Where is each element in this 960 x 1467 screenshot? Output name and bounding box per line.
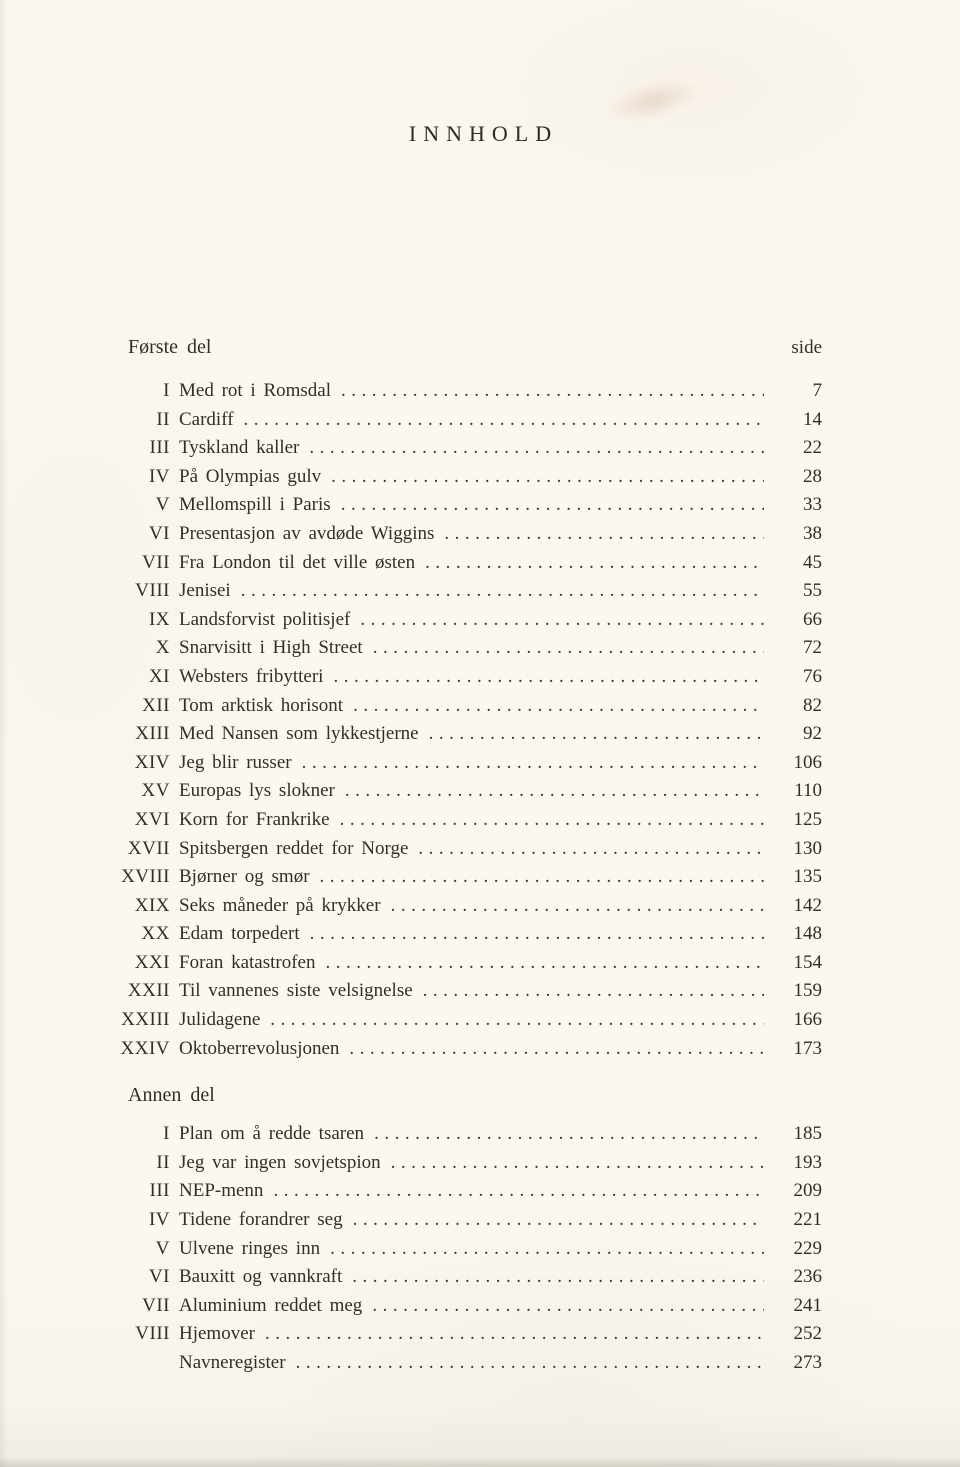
- chapter-title: Foran katastrofen: [179, 951, 316, 973]
- dot-leader: [341, 377, 764, 406]
- toc-row: [118, 1349, 822, 1378]
- chapter-numeral: III: [149, 437, 170, 459]
- chapter-numeral: XXIII: [121, 1009, 170, 1031]
- page-number: 28: [803, 465, 822, 487]
- dot-leader: [273, 1177, 764, 1206]
- section-heading: Første del: [128, 336, 212, 358]
- page-number: 33: [803, 494, 822, 516]
- dot-leader: [425, 549, 764, 578]
- dot-leader: [374, 1120, 764, 1149]
- page-number: 193: [793, 1151, 822, 1173]
- chapter-numeral: XIV: [134, 751, 170, 773]
- chapter-numeral: XV: [141, 780, 170, 802]
- chapter-title: Julidagene: [179, 1009, 261, 1031]
- chapter-numeral: VIII: [135, 1323, 170, 1345]
- toc-row: [118, 1120, 822, 1149]
- page-left-edge-shadow: [0, 0, 8, 1467]
- chapter-title: Med rot i Romsdal: [179, 380, 332, 401]
- dot-leader: [331, 463, 764, 492]
- dot-leader: [241, 577, 764, 606]
- toc-row: [118, 777, 822, 806]
- table-of-contents: [118, 334, 822, 1378]
- toc-row: [118, 863, 822, 892]
- page-number: 185: [793, 1123, 822, 1145]
- section-heading: Annen del: [128, 1084, 215, 1107]
- toc-row: [118, 977, 822, 1006]
- dot-leader: [296, 1349, 764, 1378]
- page-number: 252: [793, 1323, 822, 1345]
- toc-row: [118, 491, 822, 520]
- chapter-title: Spitsbergen reddet for Norge: [179, 837, 409, 859]
- toc-row: [118, 434, 822, 463]
- toc-row: [118, 377, 822, 406]
- chapter-title: Cardiff: [179, 408, 234, 430]
- page-number: 241: [793, 1294, 822, 1316]
- page-number: 92: [803, 723, 822, 745]
- toc-row: [118, 463, 822, 492]
- chapter-numeral: I: [163, 380, 170, 401]
- toc-row: [118, 1177, 822, 1206]
- chapter-title: Hjemover: [179, 1323, 255, 1345]
- side-column-label: side: [791, 337, 822, 358]
- chapter-numeral: VI: [148, 522, 170, 544]
- chapter-numeral: IX: [148, 608, 170, 630]
- dot-leader: [330, 1235, 764, 1264]
- page-number: 38: [803, 522, 822, 544]
- chapter-numeral: VI: [148, 1266, 170, 1288]
- chapter-numeral: I: [163, 1123, 170, 1145]
- chapter-numeral: X: [155, 637, 170, 659]
- chapter-title: Korn for Frankrike: [179, 808, 330, 830]
- chapter-title: Jeg blir russer: [179, 751, 292, 773]
- chapter-title: Edam torpedert: [179, 923, 300, 945]
- page-number: 66: [803, 608, 822, 630]
- toc-row: [118, 835, 822, 864]
- chapter-numeral: XXIV: [120, 1037, 170, 1059]
- chapter-title: Plan om å redde tsaren: [179, 1123, 365, 1145]
- toc-row: [118, 720, 822, 749]
- chapter-title: Jeg var ingen sovjetspion: [179, 1151, 381, 1173]
- chapter-numeral: IV: [148, 465, 170, 487]
- chapter-title: Bauxitt og vannkraft: [179, 1266, 343, 1288]
- dot-leader: [265, 1320, 764, 1349]
- toc-row: [118, 749, 822, 778]
- dot-leader: [391, 892, 764, 921]
- dot-leader: [360, 606, 764, 635]
- toc-row: [118, 1292, 822, 1321]
- chapter-title: Landsforvist politisjef: [179, 608, 351, 630]
- toc-row: [118, 663, 822, 692]
- page-number: 135: [793, 866, 822, 888]
- dot-leader: [270, 1006, 764, 1035]
- chapter-title: Presentasjon av avdøde Wiggins: [179, 522, 435, 544]
- chapter-title: Med Nansen som lykkestjerne: [179, 723, 419, 745]
- chapter-title: Bjørner og smør: [179, 866, 310, 888]
- page-number: 173: [793, 1037, 822, 1059]
- chapter-numeral: III: [149, 1180, 170, 1202]
- dot-leader: [423, 977, 764, 1006]
- toc-entries-part-2: [118, 1120, 822, 1377]
- dot-leader: [372, 1292, 764, 1321]
- section-header-first-part: [118, 334, 822, 361]
- chapter-title: Tidene forandrer seg: [179, 1209, 343, 1231]
- dot-leader: [309, 434, 764, 463]
- page-number: 154: [793, 951, 822, 973]
- page-number: 55: [803, 580, 822, 602]
- chapter-title: Snarvisitt i High Street: [179, 637, 363, 659]
- dot-leader: [310, 920, 764, 949]
- page-number: 159: [793, 980, 822, 1002]
- chapter-title: Jenisei: [179, 580, 231, 602]
- chapter-title: Til vannenes siste velsignelse: [179, 980, 413, 1002]
- toc-row: [118, 634, 822, 663]
- toc-row: [118, 1035, 822, 1064]
- toc-row: [118, 692, 822, 721]
- page-number: 236: [793, 1266, 822, 1288]
- page-number: 166: [793, 1009, 822, 1031]
- page-number: 14: [803, 408, 822, 430]
- dot-leader: [302, 749, 764, 778]
- section-header-second-part: [118, 1082, 822, 1108]
- chapter-title: Mellomspill i Paris: [179, 494, 331, 516]
- page-number: 72: [803, 637, 822, 659]
- chapter-numeral: XX: [141, 923, 170, 945]
- page-number: 110: [794, 780, 822, 802]
- toc-row: [118, 1320, 822, 1349]
- toc-row: [118, 1206, 822, 1235]
- chapter-title: Aluminium reddet meg: [179, 1294, 363, 1316]
- page-number: 76: [803, 665, 822, 687]
- toc-row: [118, 1149, 822, 1178]
- page-number: 229: [793, 1237, 822, 1259]
- toc-row: [118, 577, 822, 606]
- chapter-numeral: V: [155, 494, 170, 516]
- page-number: 221: [793, 1209, 822, 1231]
- page-bottom-edge-shadow: [0, 1457, 960, 1467]
- toc-row: [118, 406, 822, 435]
- page-number: 273: [793, 1352, 822, 1373]
- page-number: 142: [793, 894, 822, 916]
- dot-leader: [333, 663, 764, 692]
- dot-leader: [353, 692, 764, 721]
- chapter-numeral: XVII: [127, 837, 170, 859]
- page-number: 125: [793, 808, 822, 830]
- chapter-numeral: II: [156, 1151, 170, 1173]
- toc-row: [118, 606, 822, 635]
- toc-row: [118, 1235, 822, 1264]
- toc-row: [118, 1263, 822, 1292]
- dot-leader: [341, 491, 764, 520]
- toc-row: [118, 892, 822, 921]
- dot-leader: [418, 835, 764, 864]
- chapter-numeral: XIII: [135, 723, 170, 745]
- chapter-title: På Olympias gulv: [179, 465, 322, 487]
- chapter-numeral: XXI: [134, 951, 170, 973]
- chapter-numeral: VII: [142, 551, 170, 573]
- chapter-title: Ulvene ringes inn: [179, 1237, 321, 1259]
- page-number: 82: [803, 694, 822, 716]
- page-number: 22: [803, 437, 822, 459]
- chapter-title: Europas lys slokner: [179, 780, 335, 802]
- chapter-numeral: XVIII: [121, 866, 170, 888]
- chapter-title: Seks måneder på krykker: [179, 894, 381, 916]
- toc-row: [118, 1006, 822, 1035]
- chapter-numeral: XI: [148, 665, 170, 687]
- chapter-title: Fra London til det ville østen: [179, 551, 416, 573]
- dot-leader: [349, 1035, 764, 1064]
- dot-leader: [373, 634, 764, 663]
- dot-leader: [320, 863, 764, 892]
- chapter-numeral: II: [156, 408, 170, 430]
- toc-row: [118, 920, 822, 949]
- page-number: 130: [793, 837, 822, 859]
- chapter-title: Navneregister: [179, 1352, 286, 1373]
- chapter-title: Oktoberrevolusjonen: [179, 1037, 340, 1059]
- toc-row: [118, 949, 822, 978]
- dot-leader: [244, 406, 764, 435]
- chapter-numeral: IV: [148, 1209, 170, 1231]
- chapter-numeral: XXII: [127, 980, 170, 1002]
- chapter-title: NEP-menn: [179, 1180, 264, 1202]
- chapter-numeral: XII: [142, 694, 170, 716]
- chapter-title: Tyskland kaller: [179, 437, 300, 459]
- page-number: 106: [793, 751, 822, 773]
- dot-leader: [352, 1263, 764, 1292]
- dot-leader: [429, 720, 764, 749]
- page-number: 7: [812, 380, 822, 401]
- toc-entries-part-1: [118, 377, 822, 1063]
- toc-row: [118, 520, 822, 549]
- chapter-numeral: V: [155, 1237, 170, 1259]
- chapter-title: Websters fribytteri: [179, 665, 324, 687]
- chapter-numeral: VIII: [135, 580, 170, 602]
- dot-leader: [444, 520, 764, 549]
- dot-leader: [325, 949, 764, 978]
- toc-row: [118, 549, 822, 578]
- dot-leader: [391, 1149, 764, 1178]
- page-number: 209: [793, 1180, 822, 1202]
- dot-leader: [340, 806, 764, 835]
- toc-row: [118, 806, 822, 835]
- chapter-title: Tom arktisk horisont: [179, 694, 344, 716]
- chapter-numeral: XIX: [134, 894, 170, 916]
- dot-leader: [345, 777, 764, 806]
- page-number: 148: [793, 923, 822, 945]
- dot-leader: [353, 1206, 764, 1235]
- page-number: 45: [803, 551, 822, 573]
- page-title: INNHOLD: [408, 121, 559, 146]
- chapter-numeral: VII: [142, 1294, 170, 1316]
- chapter-numeral: XVI: [134, 808, 170, 830]
